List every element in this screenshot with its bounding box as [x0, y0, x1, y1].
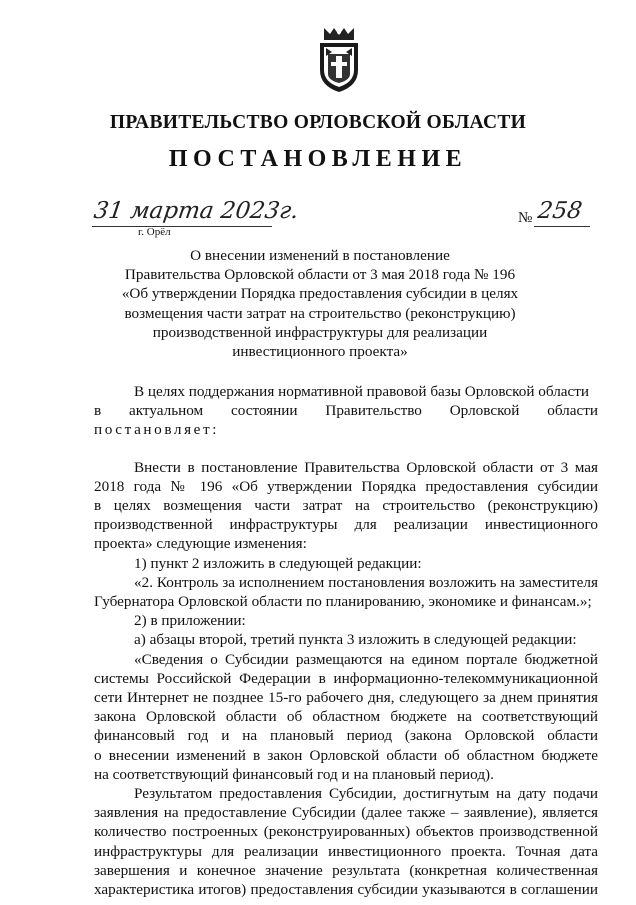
body-line: инфраструктуры для реализации инвестиционного проекта. Точная дата — [94, 842, 598, 860]
body-line: на соответствующий финансовый год и на плановый период). — [94, 765, 494, 783]
body-line: завершения и конечное значение результата (конкретная количественная — [94, 861, 598, 879]
body-line: В целях поддержания нормативной правовой базы Орловской области — [134, 383, 590, 400]
body-line: заявления на предоставление Субсидии (далее также – заявление), является — [94, 804, 598, 822]
body-line: а) абзацы второй, третий пункта 3 изложить в следующей редакции: — [134, 631, 577, 649]
body-line: о внесении изменений в закон Орловской области об областном бюджете — [94, 746, 598, 764]
document-type: ПОСТАНОВЛЕНИЕ — [168, 146, 468, 172]
body-line: 2) в приложении: — [134, 612, 246, 630]
body-line: характеристика итогов) предоставления субсидии указываются в соглашении — [94, 881, 598, 899]
body-line: в целях возмещения части затрат на строительство (реконструкцию) — [94, 497, 598, 515]
document-subject — [80, 246, 560, 361]
city-label: г. Орёл — [138, 226, 171, 238]
body-line: 2018 года № 196 «Об утверждении Порядка предоставления субсидии — [94, 477, 598, 495]
subject-line: «Об утверждении Порядка предоставления субсидии в целях — [121, 285, 519, 303]
body-line: системы Российской Федерации в информационно-телекоммуникационной — [94, 669, 598, 687]
number-sign: № — [518, 210, 533, 226]
government-title: ПРАВИТЕЛЬСТВО ОРЛОВСКОЙ ОБЛАСТИ — [109, 112, 527, 133]
body-line: сети Интернет не позднее 15-го рабочего дня, следующего за днем принятия — [94, 689, 598, 707]
coat-of-arms-emblem — [316, 26, 362, 94]
handwritten-number: 258 — [536, 198, 584, 224]
body-line: проекта» следующие изменения: — [94, 535, 307, 553]
subject-line: производственной инфраструктуры для реализации — [152, 323, 488, 341]
subject-line: возмещения части затрат на строительство (реконструкцию) — [124, 304, 516, 322]
document-body — [94, 382, 598, 899]
body-line: финансовый год и на плановый период (закона Орловской области — [94, 727, 598, 745]
body-line: количество построенных (реконструированных) объектов производственной — [94, 823, 598, 841]
number-underline — [534, 226, 590, 227]
body-line: 1) пункт 2 изложить в следующей редакции: — [134, 554, 422, 572]
body-line: закона Орловской области об областном бюджете на соответствующий — [94, 708, 598, 726]
subject-line: инвестиционного проекта» — [232, 343, 408, 361]
body-line: «2. Контроль за исполнением постановления возложить на заместителя — [134, 573, 598, 591]
body-line: постановляет: — [94, 421, 220, 439]
body-line: Губернатора Орловской области по планированию, экономике и финансам.»; — [94, 593, 592, 611]
date-underline — [92, 226, 272, 227]
body-line: «Сведения о Субсидии размещаются на едином портале бюджетной — [134, 650, 598, 668]
subject-line: Правительства Орловской области от 3 мая 2018 года № 196 — [124, 266, 516, 284]
body-line: в актуальном состоянии Правительство Орловской области — [94, 402, 598, 420]
body-line: производственной инфраструктуры для реализации инвестиционного — [94, 516, 598, 534]
body-line: Внести в постановление Правительства Орловской области от 3 мая — [134, 458, 598, 476]
handwritten-date: 31 марта 2023г. — [92, 198, 301, 224]
body-line: Результатом предоставления Субсидии, достигнутым на дату подачи — [134, 785, 598, 803]
subject-line: О внесении изменений в постановление — [190, 247, 450, 264]
